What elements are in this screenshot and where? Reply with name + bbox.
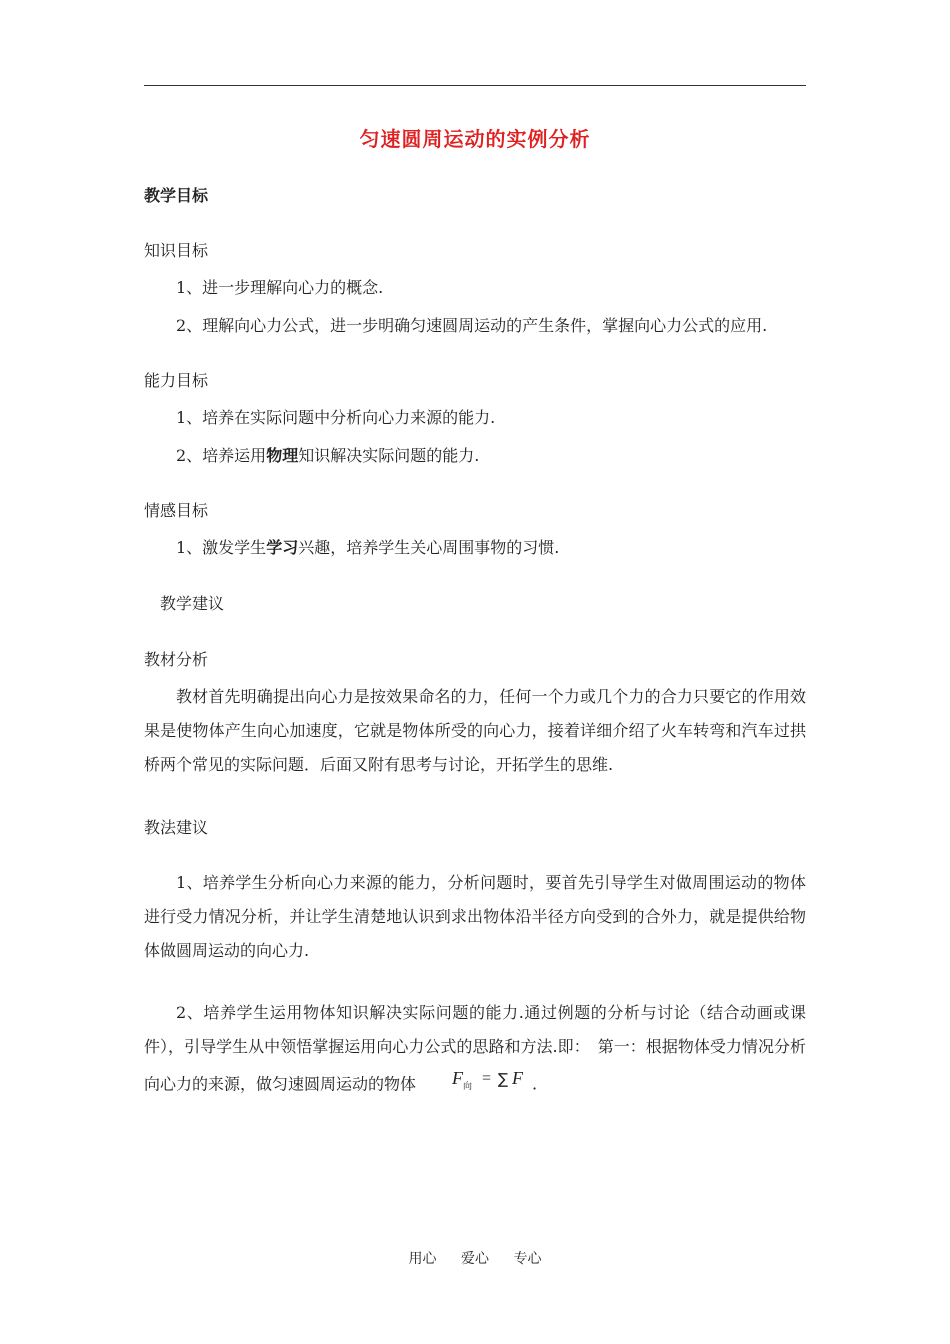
heading-emotion-goals: 情感目标 xyxy=(144,501,209,520)
heading-method-suggestions: 教法建议 xyxy=(144,818,209,837)
method-paragraph-2-body xyxy=(144,996,806,1106)
method-paragraph-1-text: 1、培养学生分析向心力来源的能力，分析问题时，要首先引导学生对做周围运动的物体进行受力情况分析，并让学生清楚地认识到求出物体沿半径方向受到的合外力，就是提供给物体做圆周运动的向心力. xyxy=(144,873,806,960)
ability-item-2 xyxy=(176,446,479,466)
method-paragraph-2-end: . xyxy=(532,1074,538,1094)
method-paragraph-1 xyxy=(144,866,806,968)
formula-equals: = xyxy=(482,1070,492,1087)
ability-item-2-pre: 2、培养运用 xyxy=(176,446,267,465)
knowledge-item-1: 1、进一步理解向心力的概念. xyxy=(176,278,384,297)
heading-teaching-goals: 教学目标 xyxy=(144,186,209,205)
emotion-item-1-pre: 1、激发学生 xyxy=(176,538,267,557)
formula-subscript: 向 xyxy=(463,1082,473,1092)
emotion-item-1-bold: 学习 xyxy=(266,538,299,557)
heading-knowledge-goals: 知识目标 xyxy=(144,241,209,260)
formula-rhs: F xyxy=(512,1068,524,1088)
formula-sigma: ∑ xyxy=(498,1070,509,1088)
heading-teaching-suggestions: 教学建议 xyxy=(160,594,225,613)
page-footer xyxy=(0,1248,950,1268)
material-analysis-paragraph xyxy=(144,680,806,782)
heading-ability-goals: 能力目标 xyxy=(144,371,209,390)
emotion-item-1-post: 兴趣，培养学生关心周围事物的习惯. xyxy=(298,538,560,557)
material-analysis-text: 教材首先明确提出向心力是按效果命名的力，任何一个力或几个力的合力只要它的作用效果是使物体产生向心加速度，它就是物体所受的向心力，接着详细介绍了火车转弯和汽车过拱桥两个常见的实际问题．后面又附有思考与讨论，开拓学生的思维. xyxy=(144,687,806,774)
knowledge-item-2: 2、理解向心力公式，进一步明确匀速圆周运动的产生条件，掌握向心力公式的应用. xyxy=(176,316,768,335)
ability-item-2-bold: 物理 xyxy=(266,446,299,465)
emotion-item-1 xyxy=(176,538,559,558)
ability-item-1: 1、培养在实际问题中分析向心力来源的能力. xyxy=(176,408,496,427)
footer-word-3: 专心 xyxy=(513,1251,542,1267)
centripetal-force-formula xyxy=(418,1064,530,1106)
ability-item-2-post: 知识解决实际问题的能力. xyxy=(298,446,480,465)
footer-word-2: 爱心 xyxy=(461,1251,489,1267)
method-paragraph-2 xyxy=(144,996,806,1106)
header-rule xyxy=(144,85,806,86)
footer-word-1: 用心 xyxy=(408,1251,437,1267)
heading-material-analysis: 教材分析 xyxy=(144,650,209,669)
formula-lhs: F xyxy=(452,1068,464,1088)
method-paragraph-2-text: 2、培养学生运用物体知识解决实际问题的能力.通过例题的分析与讨论（结合动画或课件），引导学生从中领悟掌握运用向心力公式的思路和方法.即： 第一：根据物体受力情况分析向心力的来源，做匀速圆周运动的物体 xyxy=(144,1003,806,1094)
document-title: 匀速圆周运动的实例分析 xyxy=(359,127,591,151)
